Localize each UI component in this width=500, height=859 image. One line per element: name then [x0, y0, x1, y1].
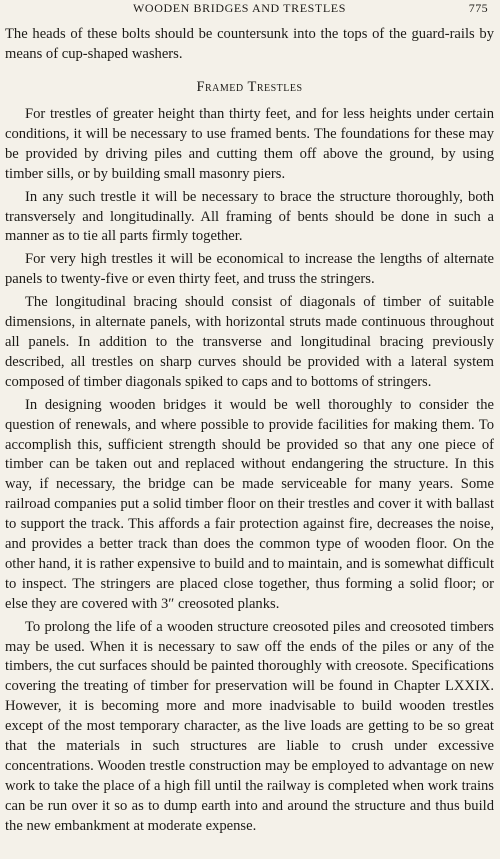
paragraph: To prolong the life of a wooden structure creosoted piles and creosoted timbers may be used. When it is necessary to saw off the ends of the piles or any of the timbers, the cut surfaces should be painted thoroughly with creosote. Specifications covering the treating of timber for preservation will be found in Chapter LXXIX. However, it is becoming more and more inadvisable to build wooden trestles except of the most temporary character, as the live loads are getting to be so great that the materials in such structures are liable to crush under excessive concentrations. Wooden trestle construction may be employed to advantage on new work to take the place of a high fill until the railway is completed when work trains can be run over it so as to dump earth into and around the structure and thus build the new embankment at moderate expense.: [5, 618, 494, 834]
intro-paragraph: The heads of these bolts should be countersunk into the tops of the guard-rails by means of cup-shaped washers.: [5, 26, 494, 62]
paragraph: In any such trestle it will be necessary to brace the structure thoroughly, both transversely and longitudinally. All framing of bents should be done in such a manner as to tie all parts firmly together.: [5, 188, 494, 245]
paragraph: For trestles of greater height than thirty feet, and for less heights under certain conditions, it will be necessary to use framed bents. The foundations for these may be provided by driving piles and cutting them off above the ground, by using timber sills, or by building small masonry piers.: [5, 106, 494, 182]
section-title: Framed Trestles: [196, 79, 303, 95]
paragraph: In designing wooden bridges it would be well thoroughly to consider the question of renewals, and where possible to provide facilities for making them. To accomplish this, sufficient strength should be provided so that any one piece of timber can be taken out and replaced without endangering the structure. In this way, if necessary, the bridge can be made serviceable for many years. Some railroad companies put a solid timber floor on their trestles and cover it with ballast to support the track. This affords a fair protection against fire, decreases the noise, and provides a better track than does the common type of wooden floor. On the other hand, it is rather expensive to build and to maintain, and is somewhat difficult to inspect. The stringers are placed close together, thus forming a solid floor; or else they are covered with 3″ creosoted planks.: [5, 396, 494, 612]
running-title: WOODEN BRIDGES AND TRESTLES: [133, 1, 346, 15]
page-number: 775: [468, 1, 488, 15]
running-head: [5, 0, 494, 20]
paragraph: The longitudinal bracing should consist of diagonals of timber of suitable dimensions, in alternate panels, with horizontal struts made continuous throughout all panels. In addition to the transverse and longitudinal bracing previously described, all trestles on sharp curves should be provided with a lateral system composed of timber diagonals spiked to caps and to bottoms of stringers.: [5, 294, 494, 390]
paragraph: For very high trestles it will be economical to increase the lengths of alternate panels to twenty-five or even thirty feet, and truss the stringers.: [5, 251, 494, 288]
